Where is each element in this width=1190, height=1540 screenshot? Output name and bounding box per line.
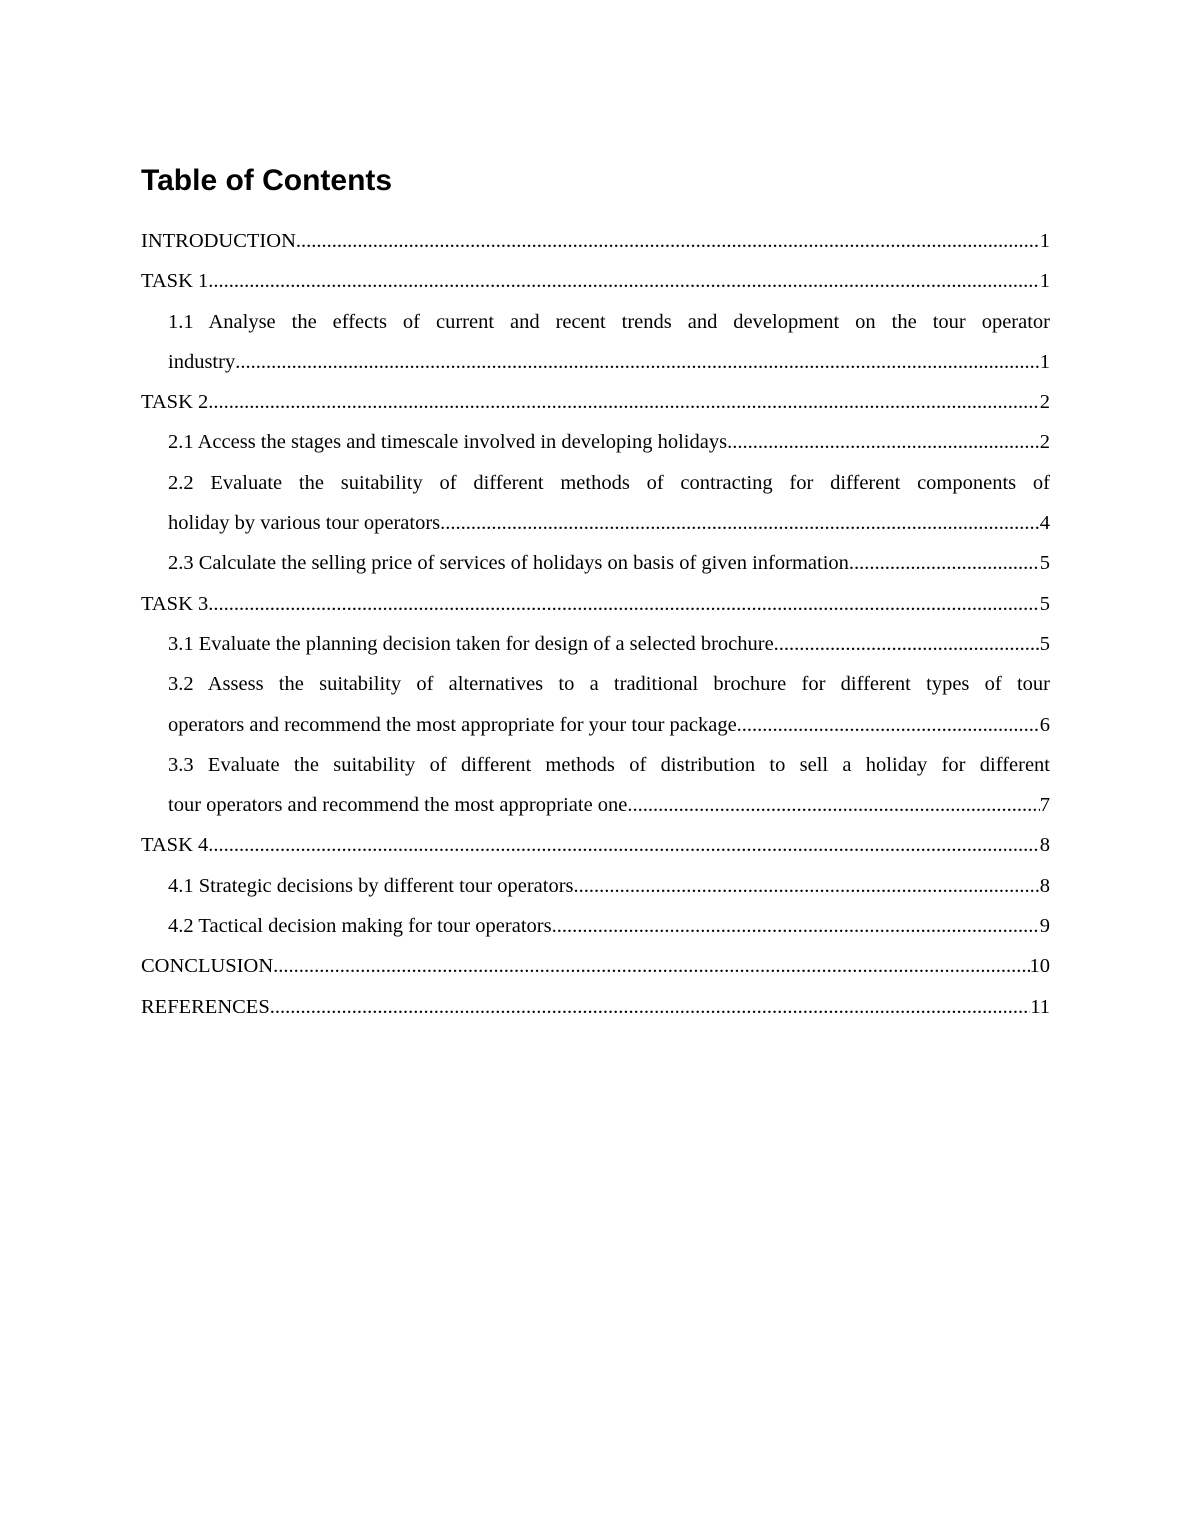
- toc-entry-4-2[interactable]: [141, 906, 1050, 946]
- toc-line: [141, 825, 1050, 865]
- toc-entry-label: TASK 3: [141, 592, 209, 615]
- toc-entry-task-2[interactable]: [141, 382, 1050, 422]
- toc-line: [168, 906, 1050, 946]
- dot-leader: [727, 422, 1040, 462]
- toc-entry-references[interactable]: [141, 987, 1050, 1027]
- dot-leader: [208, 825, 1039, 865]
- toc-line: [141, 221, 1050, 261]
- toc-page-number: 8: [1039, 834, 1050, 857]
- toc-entry-label-continued: tour operators and recommend the most appropriate one: [168, 794, 628, 817]
- toc-line: [168, 422, 1050, 462]
- toc-entry-2-2[interactable]: [141, 463, 1050, 544]
- toc-entry-3-2[interactable]: [141, 664, 1050, 745]
- toc-page-number: 2: [1039, 431, 1050, 454]
- toc-entry-label-continued: industry: [168, 350, 236, 373]
- toc-page-number: 11: [1030, 995, 1050, 1018]
- dot-leader: [270, 987, 1031, 1027]
- toc-entry-label: 3.3 Evaluate the suitability of different methods of distribution to sell a holiday for different: [168, 753, 1050, 776]
- toc-entry-1-1[interactable]: [141, 302, 1050, 383]
- toc-page-number: 7: [1039, 794, 1050, 817]
- toc-entry-label: TASK 2: [141, 391, 209, 414]
- toc-entry-label: 4.1 Strategic decisions by different tour operators: [168, 874, 574, 897]
- toc-entry-label: 3.1 Evaluate the planning decision taken for design of a selected brochure: [168, 632, 774, 655]
- toc-entry-introduction[interactable]: [141, 221, 1050, 261]
- toc-entry-task-1[interactable]: [141, 261, 1050, 301]
- toc-entry-label: CONCLUSION: [141, 955, 274, 978]
- toc-line: [168, 543, 1050, 583]
- toc-page-number: 5: [1039, 632, 1050, 655]
- toc-line: [141, 382, 1050, 422]
- toc-line: [141, 946, 1050, 986]
- dot-leader: [273, 946, 1029, 986]
- toc-line: [168, 785, 1050, 825]
- table-of-contents: [141, 221, 1050, 1027]
- dot-leader: [208, 382, 1039, 422]
- toc-line: [141, 261, 1050, 301]
- toc-entry-label: TASK 4: [141, 834, 209, 857]
- toc-entry-label: 3.2 Assess the suitability of alternatives to a traditional brochure for different types of tour: [168, 673, 1050, 696]
- toc-entry-label: INTRODUCTION: [141, 230, 296, 252]
- toc-page-number: 1: [1039, 350, 1050, 373]
- toc-page-number: 9: [1039, 915, 1050, 938]
- toc-entry-2-1[interactable]: [141, 422, 1050, 462]
- toc-line: [141, 584, 1050, 624]
- dot-leader: [774, 624, 1040, 664]
- toc-entry-4-1[interactable]: [141, 866, 1050, 906]
- toc-line: [168, 503, 1050, 543]
- toc-entry-label: 2.3 Calculate the selling price of services of holidays on basis of given information: [168, 552, 849, 575]
- toc-line: [168, 624, 1050, 664]
- toc-entry-label: 1.1 Analyse the effects of current and recent trends and development on the tour operator: [168, 310, 1050, 333]
- toc-page-number: 2: [1039, 391, 1050, 414]
- toc-entry-label-continued: operators and recommend the most appropriate for your tour package: [168, 713, 737, 736]
- toc-line: [168, 342, 1050, 382]
- dot-leader: [235, 342, 1040, 382]
- toc-page-number: 8: [1039, 874, 1050, 897]
- toc-entry-label: 4.2 Tactical decision making for tour operators: [168, 915, 552, 938]
- dot-leader: [208, 584, 1039, 624]
- page-title: Table of Contents: [141, 164, 393, 197]
- toc-entry-label: TASK 1: [141, 270, 209, 293]
- dot-leader: [440, 503, 1040, 543]
- toc-page-number: 1: [1039, 270, 1050, 293]
- toc-page-number: 10: [1029, 955, 1050, 978]
- toc-entry-task-4[interactable]: [141, 825, 1050, 865]
- toc-page-number: 5: [1039, 592, 1050, 615]
- toc-entry-label: 2.2 Evaluate the suitability of different methods of contracting for different components of: [168, 471, 1050, 494]
- dot-leader: [627, 785, 1039, 825]
- toc-line: [141, 987, 1050, 1027]
- toc-page-number: 6: [1039, 713, 1050, 736]
- dot-leader: [574, 866, 1040, 906]
- toc-page-number: 4: [1039, 512, 1050, 535]
- dot-leader: [552, 906, 1040, 946]
- toc-page-number: 1: [1039, 230, 1050, 252]
- toc-entry-label: 2.1 Access the stages and timescale involved in developing holidays: [168, 431, 728, 454]
- toc-entry-label-continued: holiday by various tour operators: [168, 512, 441, 535]
- toc-entry-3-1[interactable]: [141, 624, 1050, 664]
- toc-entry-label: REFERENCES: [141, 995, 270, 1018]
- page-content: [141, 163, 1050, 1027]
- dot-leader: [849, 543, 1040, 583]
- dot-leader: [737, 705, 1040, 745]
- toc-entry-3-3[interactable]: [141, 745, 1050, 826]
- toc-entry-task-3[interactable]: [141, 584, 1050, 624]
- toc-page-number: 5: [1039, 552, 1050, 575]
- dot-leader: [208, 261, 1039, 301]
- toc-line: [168, 705, 1050, 745]
- dot-leader: [296, 221, 1040, 261]
- toc-line: [168, 866, 1050, 906]
- toc-entry-conclusion[interactable]: [141, 946, 1050, 986]
- toc-entry-2-3[interactable]: [141, 543, 1050, 583]
